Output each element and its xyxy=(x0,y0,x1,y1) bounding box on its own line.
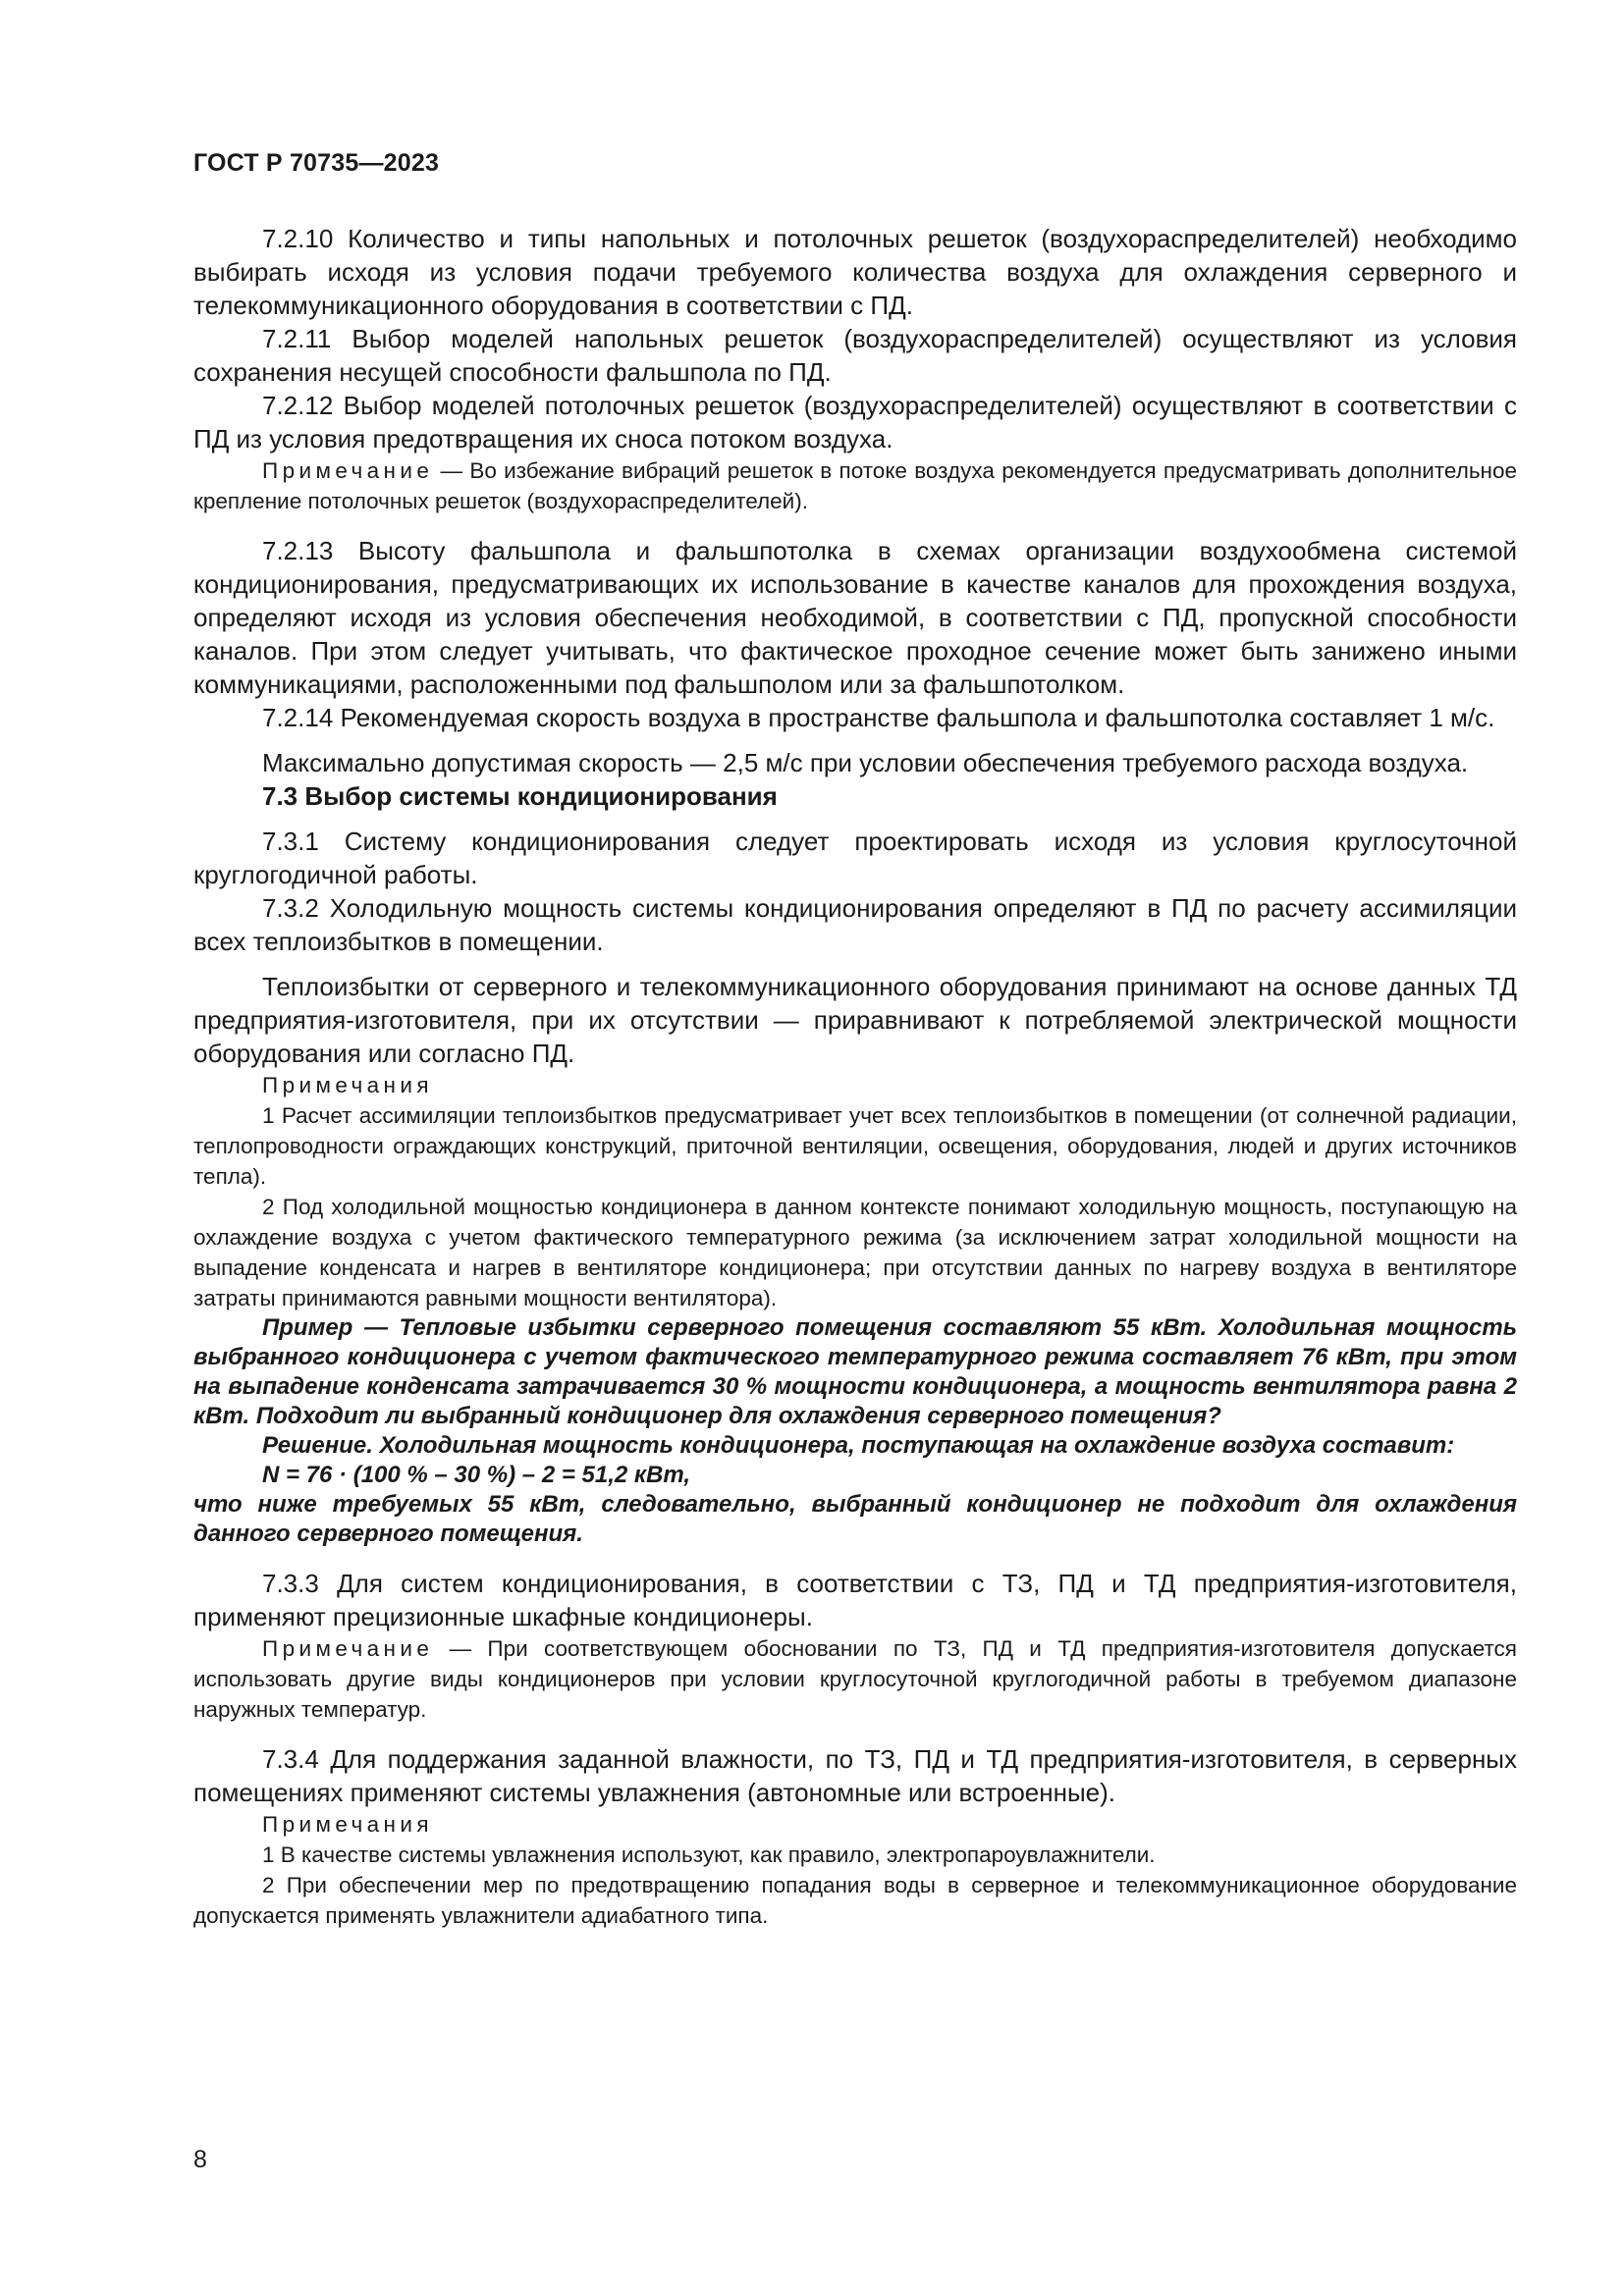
note-item-1: 1 В качестве системы увлажнения используют, как правило, электропароувлажнители. xyxy=(262,1842,1156,1867)
paragraph-7-3-4: 7.3.4 Для поддержания заданной влажности, по ТЗ, ПД и ТД предприятия-изготовителя, в серверных помещениях применяют системы увлажнения (автономные или встроенные). xyxy=(193,1744,1517,1807)
example-solution: Решение. Холодильная мощность кондиционера, поступающая на охлаждение воздуха составит: xyxy=(262,1432,1455,1459)
paragraph-7-3-1: 7.3.1 Систему кондиционирования следует проектировать исходя из условия круглосуточной круглогодичной работы. xyxy=(193,827,1517,889)
notes-heading: Примечания xyxy=(262,1073,433,1097)
example-formula: N = 76 · (100 % – 30 %) – 2 = 51,2 кВт, xyxy=(262,1462,691,1488)
paragraph-7-2-10: 7.2.10 Количество и типы напольных и потолочных решеток (воздухораспределителей) необходимо выбирать исходя из условия подачи требуемого количества воздуха для охлаждения серверного и телекоммуникационного оборудования в соответствии с ПД. xyxy=(193,224,1517,320)
paragraph-7-2-12: 7.2.12 Выбор моделей потолочных решеток (воздухораспределителей) осуществляют в соответствии с ПД из условия предотвращения их сноса потоком воздуха. xyxy=(193,391,1517,454)
paragraph-7-3-2: 7.3.2 Холодильную мощность системы кондиционирования определяют в ПД по расчету ассимиляции всех теплоизбытков в помещении. xyxy=(193,893,1517,956)
example-problem: Пример — Тепловые избытки серверного помещения составляют 55 кВт. Холодильная мощность выбранного кондиционера с учетом фактического температурного режима составляет 76 кВт, при этом на выпадение конденсата затрачивается 30 % мощности кондиционера, а мощность вентилятора равна 2 кВт. Подходит ли выбранный кондиционер для охлаждения серверного помещения? xyxy=(193,1314,1517,1429)
page-body xyxy=(193,222,1517,1931)
paragraph-7-2-11: 7.2.11 Выбор моделей напольных решеток (воздухораспределителей) осуществляют из условия сохранения несущей способности фальшпола по ПД. xyxy=(193,324,1517,387)
page-number: 8 xyxy=(193,2146,207,2173)
note-item-1: 1 Расчет ассимиляции теплоизбытков предусматривает учет всех теплоизбытков в помещении (от солнечной радиации, теплопроводности ограждающих конструкций, приточной вентиляции, освещения, оборудования, людей и других источников тепла). xyxy=(193,1103,1517,1189)
section-heading-7-3: 7.3 Выбор системы кондиционирования xyxy=(262,781,778,811)
paragraph-7-2-14: 7.2.14 Рекомендуемая скорость воздуха в пространстве фальшпола и фальшпотолка составляет 1 м/с. xyxy=(262,703,1495,732)
note-grilles xyxy=(193,455,1517,516)
note-label: Примечание xyxy=(262,458,434,483)
paragraph-7-3-3: 7.3.3 Для систем кондиционирования, в соответствии с ТЗ, ПД и ТД предприятия-изготовителя, применяют прецизионные шкафные кондиционеры. xyxy=(193,1569,1517,1631)
note-item-2: 2 Под холодильной мощностью кондиционера в данном контексте понимают холодильную мощность, поступающую на охлаждение воздуха с учетом фактического температурного режима (за исключением затрат холодильной мощности на выпадение конденсата и нагрев в вентиляторе кондиционера; при отсутствии данных по нагреву воздуха в вентиляторе затраты принимаются равными мощности вентилятора). xyxy=(193,1195,1517,1310)
note-item-2: 2 При обеспечении мер по предотвращению попадания воды в серверное и телекоммуникационное оборудование допускается применять увлажнители адиабатного типа. xyxy=(193,1873,1517,1928)
paragraph-heat-excess: Теплоизбытки от серверного и телекоммуникационного оборудования принимают на основе данных ТД предприятия-изготовителя, при их отсутствии — приравнивают к потребляемой электрической мощности оборудования или согласно ПД. xyxy=(193,972,1517,1068)
note-label: Примечание xyxy=(262,1636,434,1661)
note-conditioners xyxy=(193,1633,1517,1725)
note-text: — Во избежание вибраций решеток в потоке воздуха рекомендуется предусматривать дополнительное крепление потолочных решеток (воздухораспределителей). xyxy=(193,458,1517,513)
paragraph-max-speed: Максимально допустимая скорость — 2,5 м/с при условии обеспечения требуемого расхода воздуха. xyxy=(262,748,1469,777)
example-conclusion: что ниже требуемых 55 кВт, следовательно, выбранный кондиционер не подходит для охлаждения данного серверного помещения. xyxy=(193,1491,1517,1547)
document-code-header: ГОСТ Р 70735—2023 xyxy=(193,149,440,177)
paragraph-7-2-13: 7.2.13 Высоту фальшпола и фальшпотолка в схемах организации воздухообмена системой кондиционирования, предусматривающих их использование в качестве каналов для прохождения воздуха, определяют исходя из условия обеспечения необходимой, в соответствии с ПД, пропускной способности каналов. При этом следует учитывать, что фактическое проходное сечение может быть занижено иными коммуникациями, расположенными под фальшполом или за фальшпотолком. xyxy=(193,536,1517,699)
note-text: — При соответствующем обосновании по ТЗ, ПД и ТД предприятия-изготовителя допускается использовать другие виды кондиционеров при условии круглосуточной круглогодичной работы в требуемом диапазоне наружных температур. xyxy=(193,1636,1517,1722)
notes-heading: Примечания xyxy=(262,1812,433,1837)
